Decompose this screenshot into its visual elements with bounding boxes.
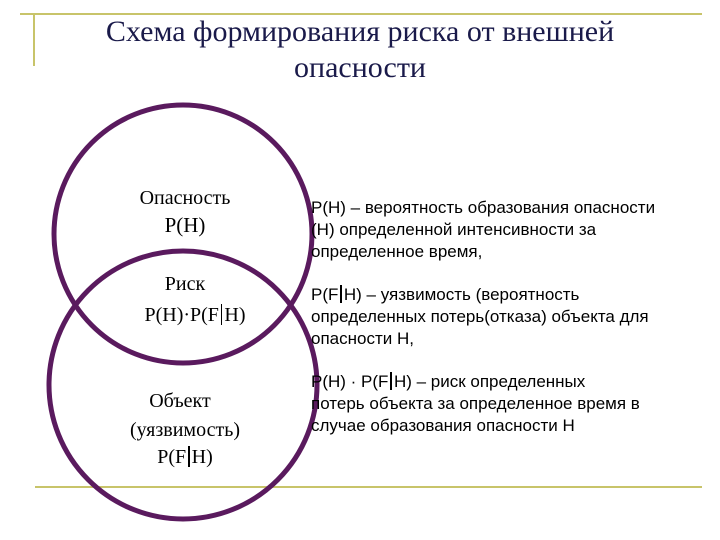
- conditional-bar: [188, 446, 190, 467]
- definition-risk-line-2: потерь объекта за определенное время в: [311, 394, 640, 413]
- d2-right: Н) – уязвимость (вероятность: [343, 285, 580, 304]
- definition-danger: [311, 197, 711, 263]
- definition-risk-line-3: случае образования опасности Н: [311, 416, 575, 435]
- object-formula-right: Н): [191, 446, 213, 468]
- d2-left: Р(F: [311, 285, 339, 304]
- conditional-bar: [340, 285, 342, 303]
- object-formula: [110, 444, 260, 470]
- title-line-1: Схема формирования риска от внешней: [105, 15, 615, 48]
- definition-vulnerability: [311, 284, 711, 350]
- danger-formula: Р(Н): [164, 213, 206, 237]
- conditional-bar: [390, 372, 392, 390]
- definition-danger-line-3: определенное время,: [311, 242, 483, 261]
- risk-formula-left: Р(Н)·Р(F: [144, 304, 219, 326]
- object-label: Объект: [149, 390, 211, 412]
- risk-formula: [100, 302, 290, 328]
- title-line-2: опасности: [294, 51, 426, 84]
- object-formula-left: Р(F: [157, 446, 187, 468]
- definition-risk-line-1: [311, 371, 711, 393]
- definition-vulnerability-line-3: опасности Н,: [311, 329, 414, 348]
- conditional-bar: [221, 304, 223, 325]
- definition-danger-line-1: Р(Н) – вероятность образования опасности: [311, 198, 656, 217]
- definition-vulnerability-line-2: определенных потерь(отказа) объекта для: [311, 307, 649, 326]
- definition-danger-line-2: (Н) определенной интенсивности за: [311, 220, 597, 239]
- d3-left: Р(Н) · Р(F: [311, 372, 389, 391]
- danger-label: Опасность: [139, 187, 231, 209]
- risk-formula-right: Н): [224, 304, 246, 326]
- definition-vulnerability-line-1: [311, 284, 711, 306]
- definition-risk: [311, 371, 711, 437]
- risk-label: Риск: [164, 273, 206, 295]
- object-sublabel: (уязвимость): [130, 419, 240, 441]
- d3-right: Н) – риск определенных: [393, 372, 586, 391]
